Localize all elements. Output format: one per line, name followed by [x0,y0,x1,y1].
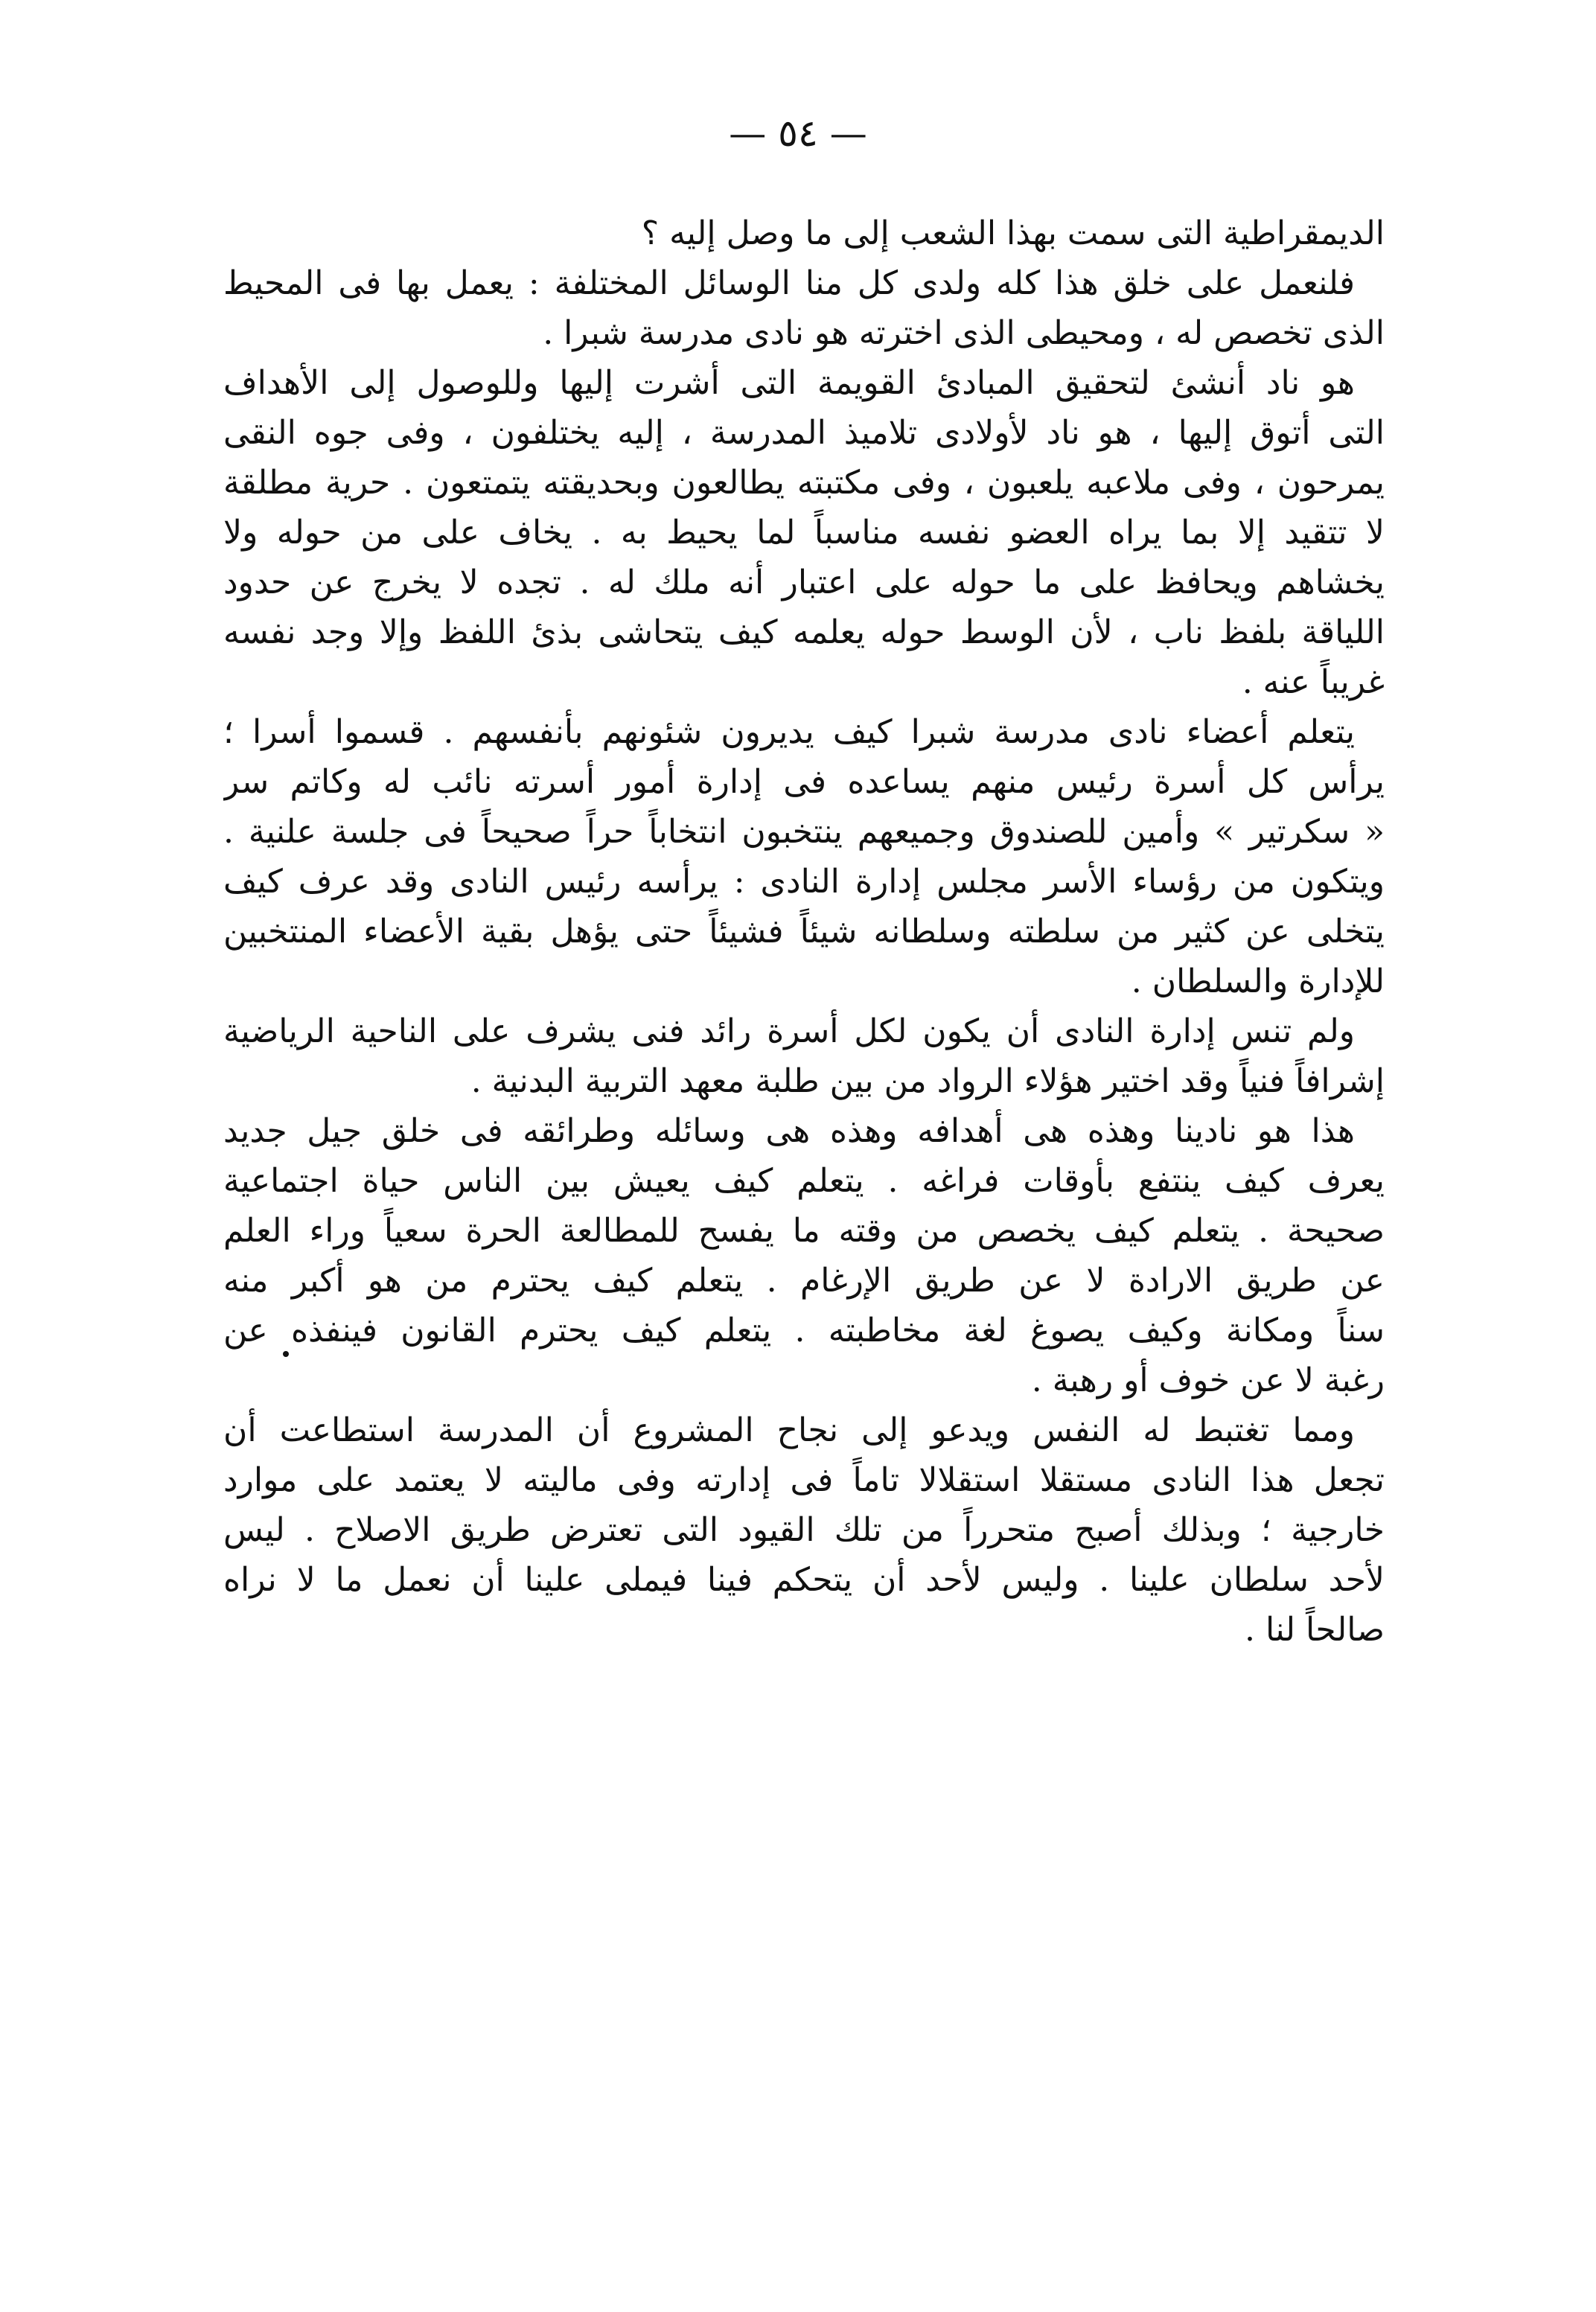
text-line: اللياقة بلفظ ناب ، لأن الوسط حوله يعلمه كيف يتحاشى بذئ اللفظ وإلا وجد نفسه [223,613,1385,651]
text-line: ومما تغتبط له النفس ويدعو إلى نجاح المشروع أن المدرسة استطاعت أن [223,1411,1355,1449]
text-line: يعرف كيف ينتفع بأوقات فراغه . يتعلم كيف يعيش بين الناس حياة اجتماعية [223,1162,1385,1200]
body-text [223,208,1385,1655]
text-line: هو ناد أنشئ لتحقيق المبادئ القويمة التى أشرت إليها وللوصول إلى الأهداف [223,364,1355,402]
text-line: غريباً عنه . [1242,663,1385,701]
text-line: صالحاً لنا . [1244,1611,1385,1649]
text-line: لا تتقيد إلا بما يراه العضو نفسه مناسباً لما يحيط به . يخاف على من حوله ولا [223,514,1385,552]
text-line: تجعل هذا النادى مستقلا استقلالا تاماً فى إدارته وفى ماليته لا يعتمد على موارد [223,1461,1385,1499]
text-line: خارجية ؛ وبذلك أصبح متحرراً من تلك القيود التى تعترض طريق الاصلاح . ليس [223,1511,1385,1549]
text-line: صحيحة . يتعلم كيف يخصص من وقته ما يفسح للمطالعة الحرة سعياً وراء العلم [223,1212,1385,1250]
text-line: للإدارة والسلطان . [1131,962,1385,1000]
text-line: ولم تنس إدارة النادى أن يكون لكل أسرة رائد فنى يشرف على الناحية الرياضية [223,1012,1355,1050]
page-number: — ٥٤ — [729,112,867,155]
text-line: الذى تخصص له ، ومحيطى الذى اخترته هو نادى مدرسة شبرا . [543,314,1385,352]
text-line: لأحد سلطان علينا . وليس لأحد أن يتحكم فينا فيملى علينا أن نعمل ما لا نراه [223,1561,1385,1599]
text-line: فلنعمل على خلق هذا كله ولدى كل منا الوسائل المختلفة : يعمل بها فى المحيط [223,264,1355,302]
text-line: هذا هو نادينا وهذه هى أهدافه وهذه هى وسائله وطرائقه فى خلق جيل جديد [223,1112,1355,1150]
text-line: رغبة لا عن خوف أو رهبة . [1031,1361,1385,1399]
text-line: التى أتوق إليها ، هو ناد لأولادى تلاميذ المدرسة ، إليه يختلفون ، وفى جوه النقى [223,414,1385,452]
ink-speck [283,1351,289,1357]
text-line: الديمقراطية التى سمت بهذا الشعب إلى ما وصل إليه ؟ [641,214,1385,252]
text-line: يتخلى عن كثير من سلطته وسلطانه شيئاً فشيئاً حتى يؤهل بقية الأعضاء المنتخبين [223,913,1385,951]
text-line: سناً ومكانة وكيف يصوغ لغة مخاطبته . يتعلم كيف يحترم القانون فينفذه عن [223,1312,1385,1350]
text-line: يرأس كل أسرة رئيس منهم يساعده فى إدارة أمور أسرته نائب له وكاتم سر [223,763,1385,801]
text-line: ويتكون من رؤساء الأسر مجلس إدارة النادى : يرأسه رئيس النادى وقد عرف كيف [223,863,1385,901]
text-line: « سكرتير » وأمين للصندوق وجميعهم ينتخبون انتخاباً حراً صحيحاً فى جلسة علنية . [223,813,1385,851]
text-line: يخشاهم ويحافظ على ما حوله على اعتبار أنه ملك له . تجده لا يخرج عن حدود [223,563,1385,601]
text-line: إشرافاً فنياً وقد اختير هؤلاء الرواد من بين طلبة معهد التربية البدنية . [470,1062,1385,1100]
text-line: يمرحون ، وفى ملاعبه يلعبون ، وفى مكتبته يطالعون وبحديقته يتمتعون . حرية مطلقة [223,464,1385,502]
text-line: عن طريق الارادة لا عن طريق الإرغام . يتعلم كيف يحترم من هو أكبر منه [223,1262,1385,1300]
text-line: يتعلم أعضاء نادى مدرسة شبرا كيف يديرون شئونهم بأنفسهم . قسموا أسرا ؛ [223,713,1355,751]
